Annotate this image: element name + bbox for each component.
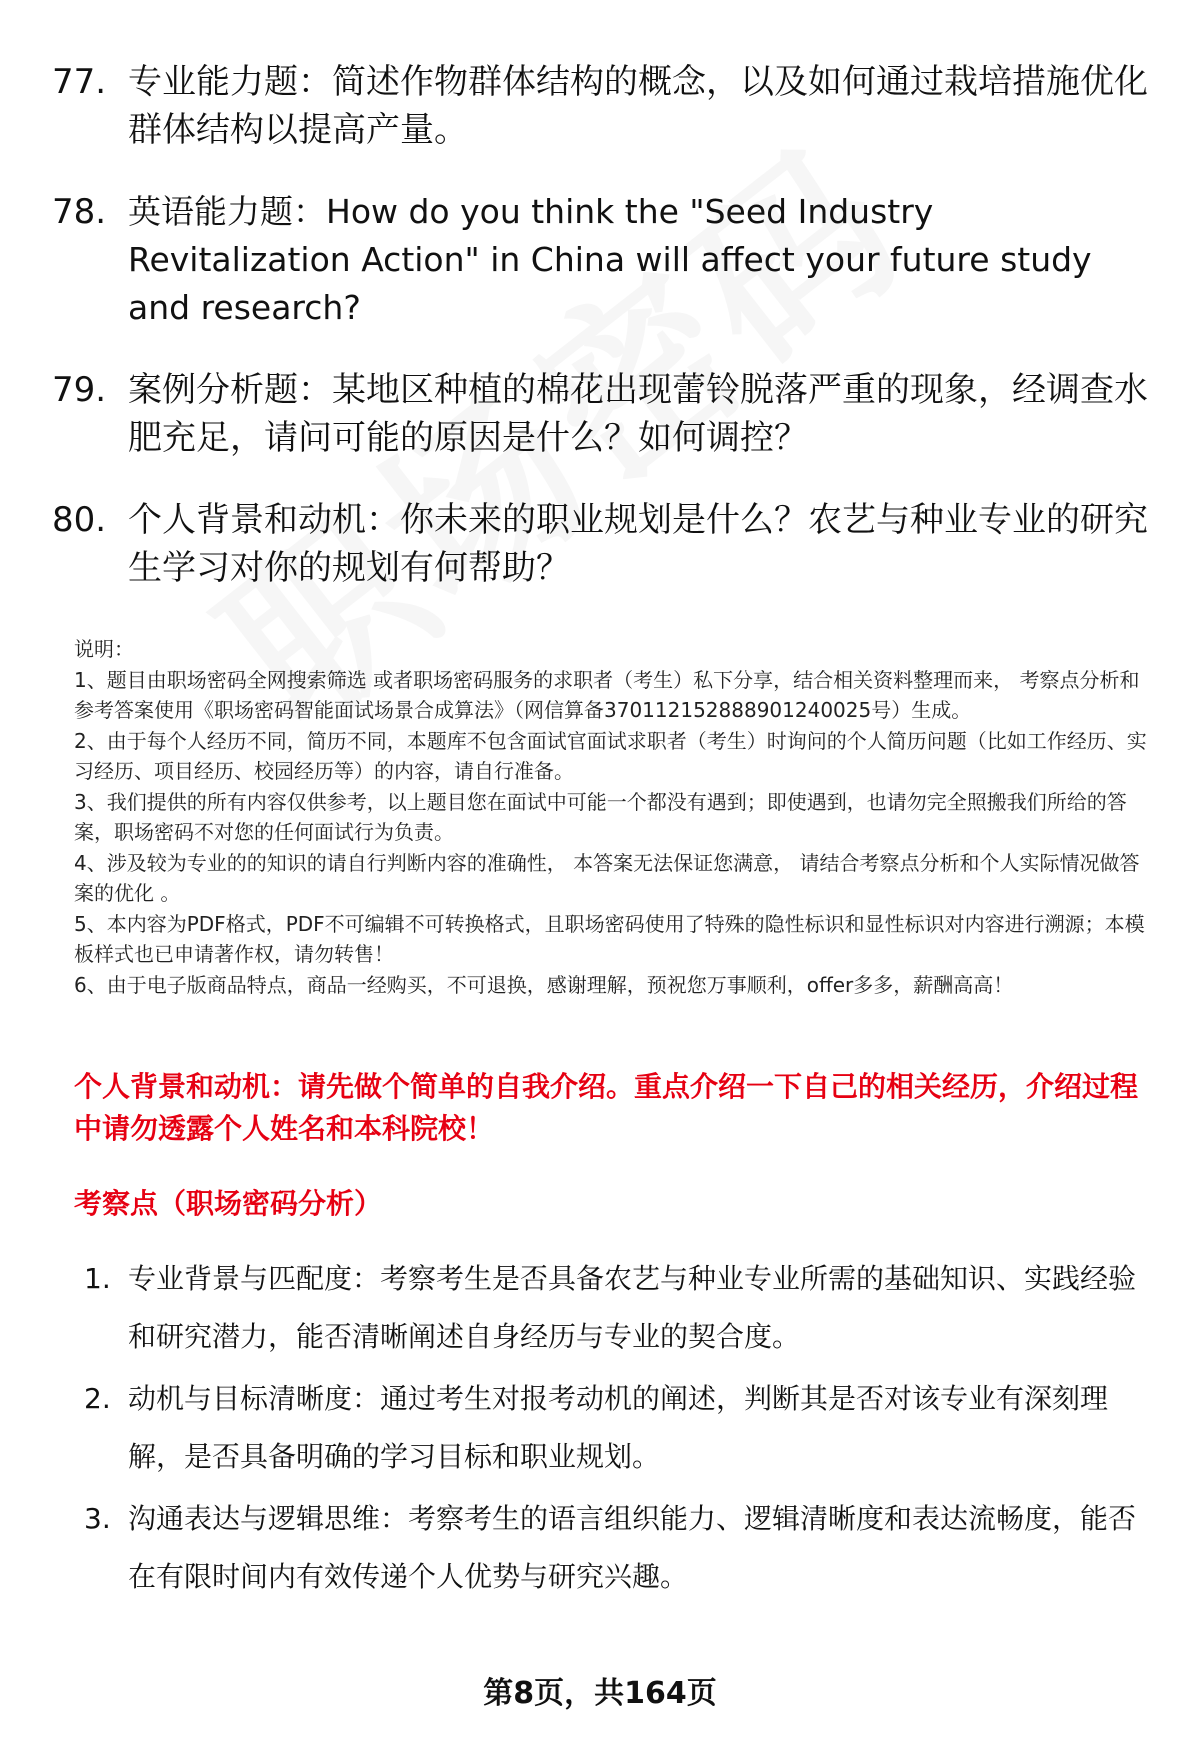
analysis-point [84, 1370, 1154, 1486]
question-text: 个人背景和动机：你未来的职业规划是什么？农艺与种业专业的研究生学习对你的规划有何帮助？ [128, 500, 1148, 588]
question-item [52, 496, 1152, 592]
question-number: 77. [52, 62, 107, 102]
note-item: 1、题目由职场密码全网搜索筛选 或者职场密码服务的求职者（考生）私下分享，结合相关资料整理而来， 考察点分析和参考答案使用《职场密码智能面试场景合成算法》（网信算备370112152888901240025号）生成。 [74, 667, 1140, 722]
notes-title: 说明： [74, 637, 134, 661]
point-number: 3. [84, 1502, 111, 1535]
note-item: 6、由于电子版商品特点，商品一经购买，不可退换，感谢理解，预祝您万事顺利，offer多多，薪酬高高！ [74, 972, 1014, 997]
point-text: 沟通表达与逻辑思维：考察考生的语言组织能力、逻辑清晰度和表达流畅度，能否在有限时间内有效传递个人优势与研究兴趣。 [128, 1502, 1137, 1593]
note-item: 4、涉及较为专业的的知识的请自行判断内容的准确性， 本答案无法保证您满意， 请结合考察点分析和个人实际情况做答案的优化 。 [74, 850, 1140, 905]
notes-section [74, 634, 1154, 1000]
analysis-point [84, 1490, 1154, 1606]
question-text: 案例分析题：某地区种植的棉花出现蕾铃脱落严重的现象，经调查水肥充足，请问可能的原因是什么？如何调控？ [128, 370, 1148, 458]
point-number: 1. [84, 1262, 111, 1295]
point-text: 动机与目标清晰度：通过考生对报考动机的阐述，判断其是否对该专业有深刻理解，是否具备明确的学习目标和职业规划。 [128, 1382, 1109, 1473]
question-item [52, 58, 1152, 154]
analysis-title: 考察点（职场密码分析） [74, 1187, 383, 1220]
question-number: 78. [52, 192, 107, 232]
point-number: 2. [84, 1382, 111, 1415]
note-item: 2、由于每个人经历不同，简历不同，本题库不包含面试官面试求职者（考生）时询问的个人简历问题（比如工作经历、实习经历、项目经历、校园经历等）的内容，请自行准备。 [74, 728, 1147, 783]
question-item [52, 366, 1152, 462]
page-footer: 第8页，共164页 [483, 1676, 717, 1711]
question-text: 英语能力题：How do you think the "Seed Industry Revitalization Action" in China will affect your future study and research? [128, 192, 1092, 327]
question-number: 79. [52, 370, 107, 410]
note-item: 3、我们提供的所有内容仅供参考，以上题目您在面试中可能一个都没有遇到；即使遇到，也请勿完全照搬我们所给的答案，职场密码不对您的任何面试行为负责。 [74, 789, 1127, 844]
analysis-points [84, 1250, 1154, 1610]
note-item: 5、本内容为PDF格式，PDF不可编辑不可转换格式，且职场密码使用了特殊的隐性标识和显性标识对内容进行溯源；本模板样式也已申请著作权，请勿转售！ [74, 911, 1145, 966]
question-item [52, 188, 1152, 332]
featured-question: 个人背景和动机：请先做个简单的自我介绍。重点介绍一下自己的相关经历，介绍过程中请勿透露个人姓名和本科院校！ [74, 1070, 1139, 1145]
analysis-point [84, 1250, 1154, 1366]
question-list [52, 58, 1152, 626]
question-number: 80. [52, 500, 107, 540]
point-text: 专业背景与匹配度：考察考生是否具备农艺与种业专业所需的基础知识、实践经验和研究潜力，能否清晰阐述自身经历与专业的契合度。 [128, 1262, 1137, 1353]
question-text: 专业能力题：简述作物群体结构的概念，以及如何通过栽培措施优化群体结构以提高产量。 [128, 62, 1148, 150]
